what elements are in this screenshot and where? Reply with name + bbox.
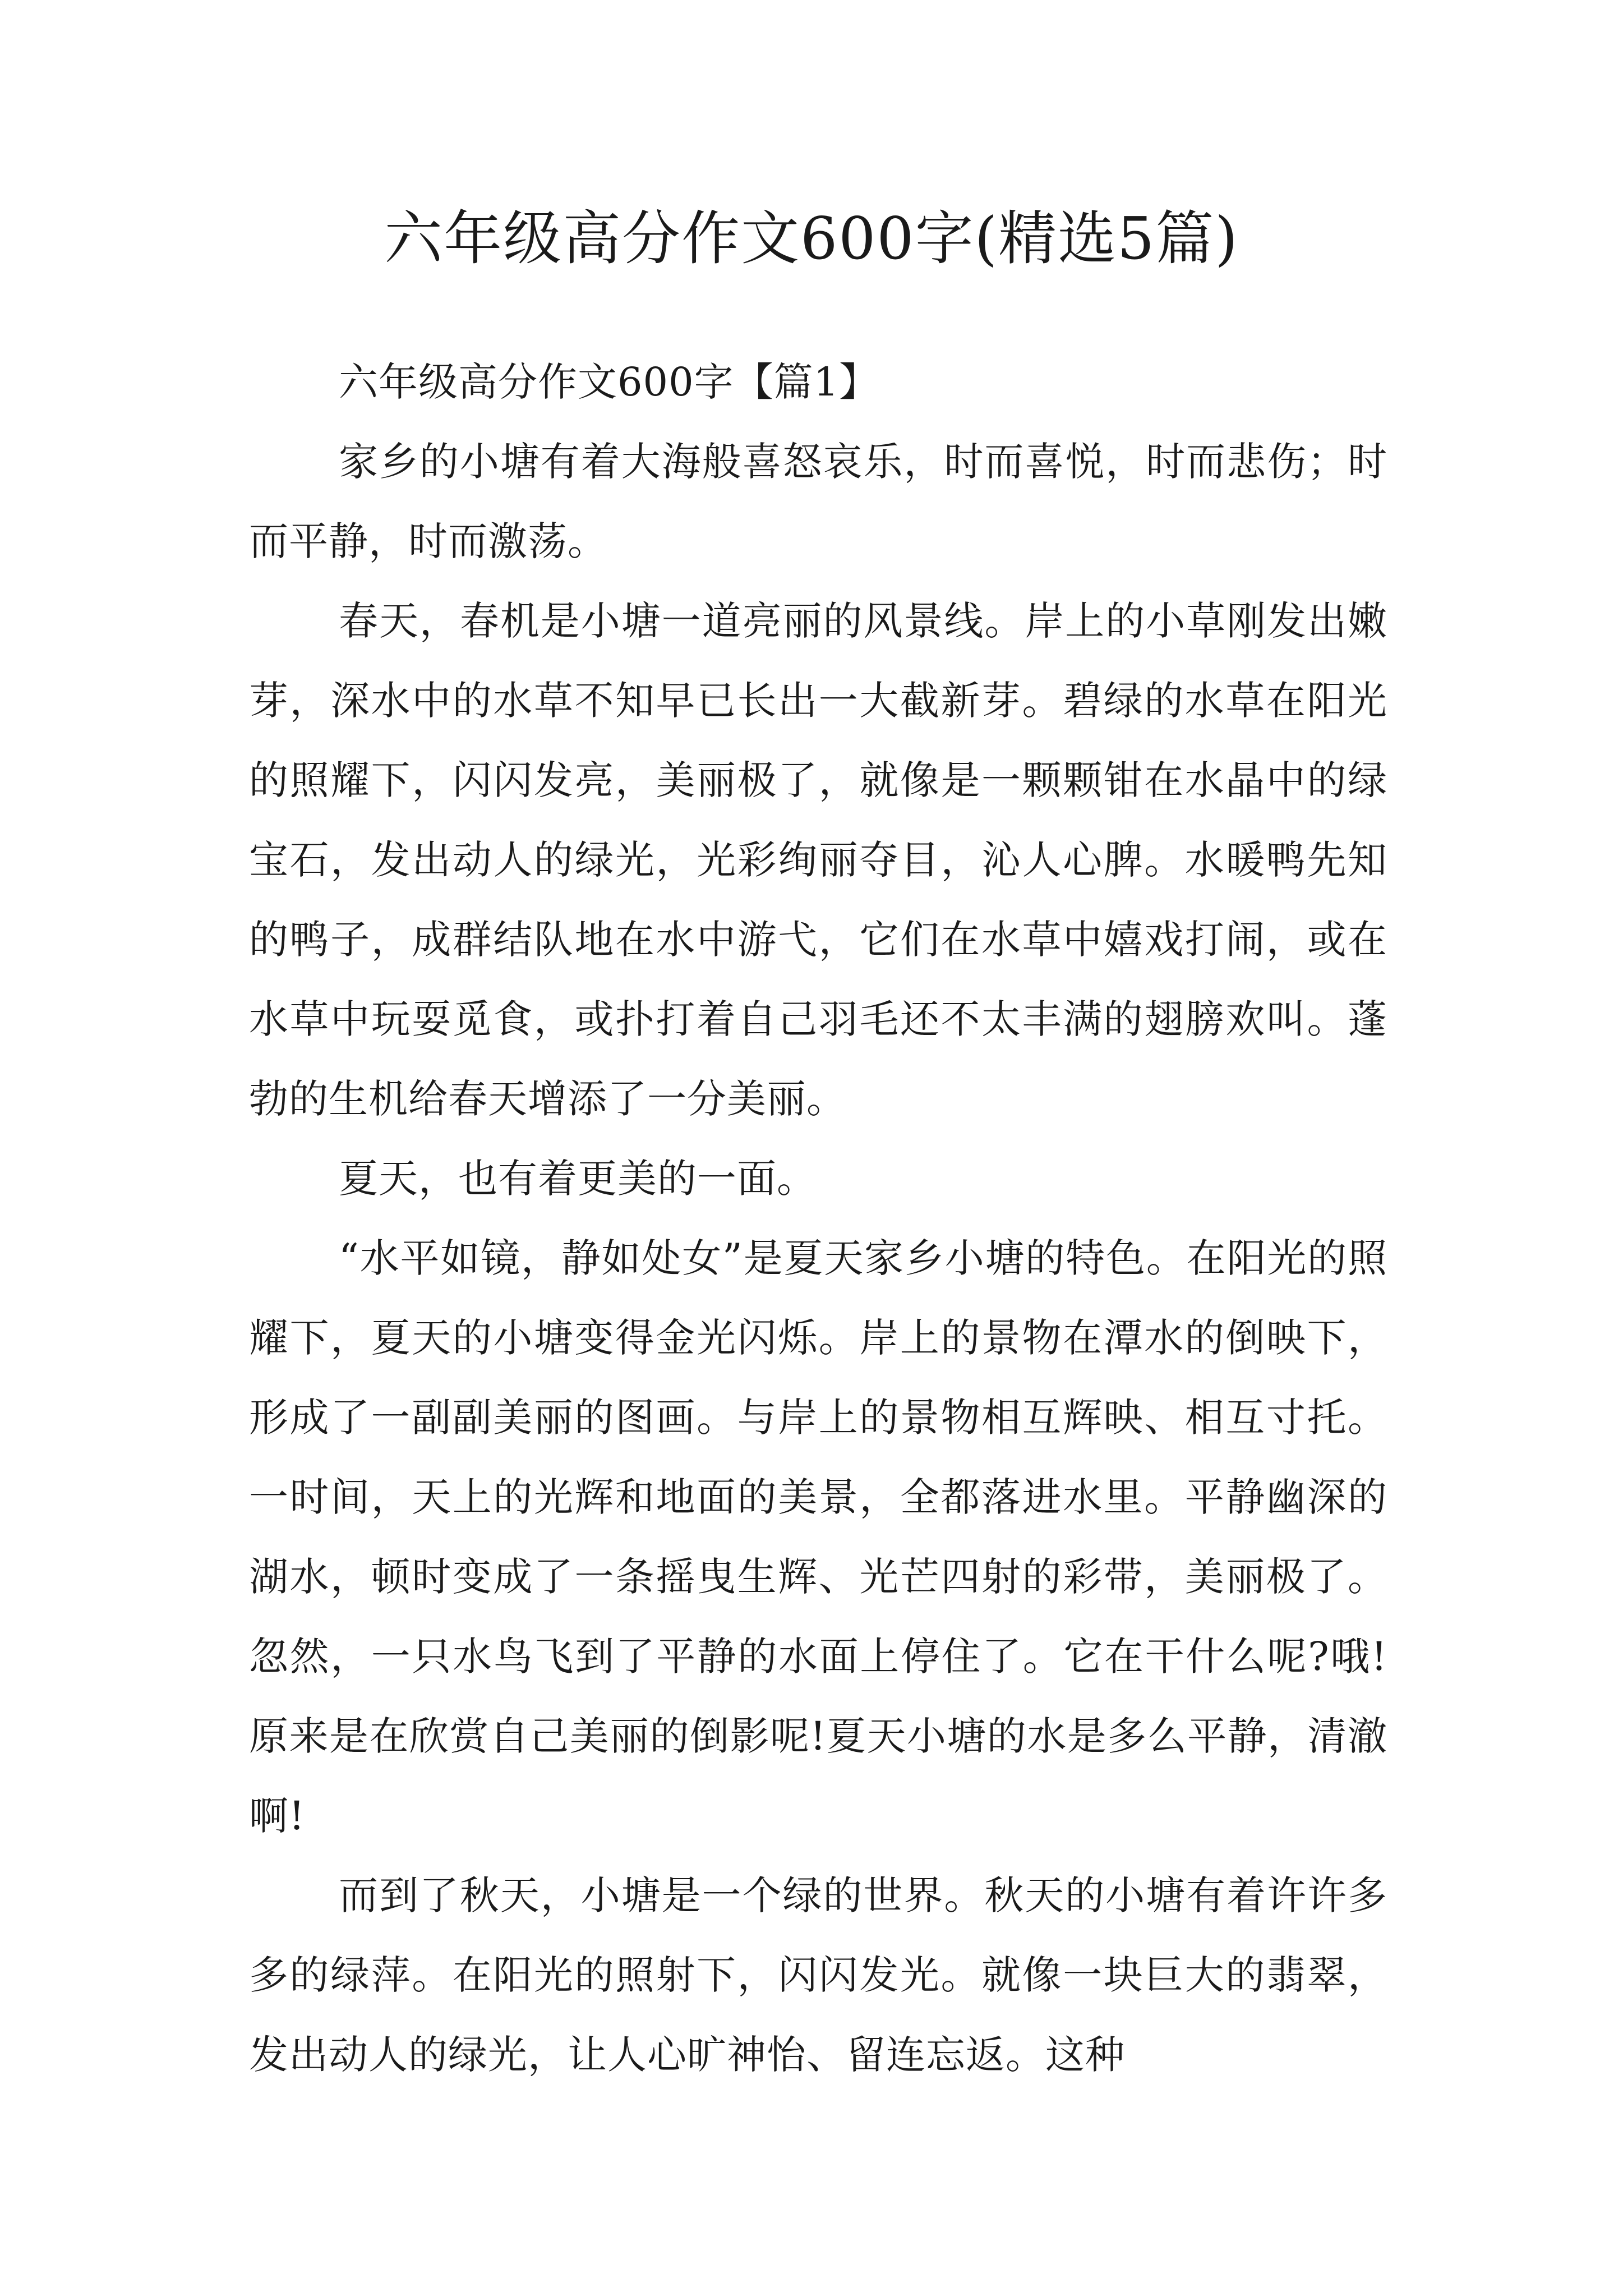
paragraph: 夏天，也有着更美的一面。 (339, 1156, 817, 1202)
paragraph: 而到了秋天，小塘是一个绿的世界。秋天的小塘有着许许多多的绿萍。在阳光的照射下，闪闪发光。就像一块巨大的翡翠，发出动人的绿光，让人心旷神怡、留连忘返。这种 (249, 1872, 1387, 2078)
document-title: 六年级高分作文600字(精选5篇) (384, 204, 1239, 273)
paragraph: 春天，春机是小塘一道亮丽的风景线。岸上的小草刚发出嫩芽，深水中的水草不知早已长出一大截新芽。碧绿的水草在阳光的照耀下，闪闪发亮，美丽极了，就像是一颗颗钳在水晶中的绿宝石，发出动人的绿光，光彩绚丽夺目，沁人心脾。水暖鸭先知的鸭子，成群结队地在水中游弋，它们在水草中嬉戏打闹，或在水草中玩耍觅食，或扑打着自己羽毛还不太丰满的翅膀欢叫。蓬勃的生机给春天增添了一分美丽。 (249, 598, 1387, 1122)
paragraph: “水平如镜，静如处女”是夏天家乡小塘的特色。在阳光的照耀下，夏天的小塘变得金光闪烁。岸上的景物在潭水的倒映下，形成了一副副美丽的图画。与岸上的景物相互辉映、相互寸托。一时间，天上的光辉和地面的美景，全都落进水里。平静幽深的湖水，顿时变成了一条摇曳生辉、光芒四射的彩带，美丽极了。忽然，一只水鸟飞到了平静的水面上停住了。它在干什么呢?哦!原来是在欣赏自己美丽的倒影呢!夏天小塘的水是多么平静，清澈啊! (249, 1235, 1387, 1839)
section-heading: 六年级高分作文600字【篇1】 (339, 359, 879, 405)
paragraph: 家乡的小塘有着大海般喜怒哀乐，时而喜悦，时而悲伤；时而平静，时而激荡。 (249, 439, 1387, 564)
document-body (249, 342, 1387, 2095)
